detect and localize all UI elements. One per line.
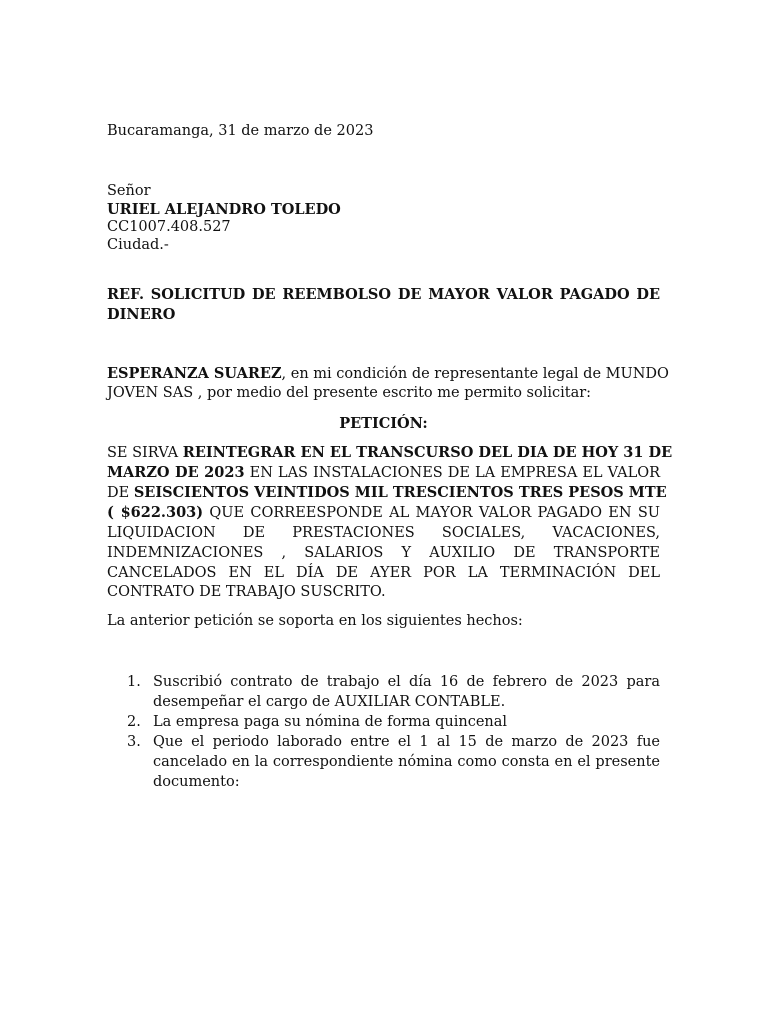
recipient-city: Ciudad.-	[107, 237, 169, 253]
petition-line-6: INDEMNIZACIONES , SALARIOS Y AUXILIO DE TRANSPORTE	[107, 545, 660, 561]
petition-line-7: CANCELADOS EN EL DÍA DE AYER POR LA TERMINACIÓN DEL	[107, 565, 660, 581]
petition-text: EN LAS INSTALACIONES DE LA EMPRESA EL VALOR	[249, 465, 661, 481]
petition-line-8: CONTRATO DE TRABAJO SUSCRITO.	[107, 584, 386, 600]
salutation: Señor	[107, 183, 151, 199]
ref-line-1: REF. SOLICITUD DE REEMBOLSO DE MAYOR VALOR PAGADO DE	[107, 286, 660, 303]
recipient-name: URIEL ALEJANDRO TOLEDO	[107, 201, 341, 218]
list-item	[127, 712, 660, 732]
petition-line-5: LIQUIDACION DE PRESTACIONES SOCIALES, VACACIONES,	[107, 525, 660, 541]
petition-line-4	[107, 503, 660, 523]
ref-line-2: DINERO	[107, 306, 176, 323]
petition-bold: MARZO DE 2023	[107, 464, 245, 481]
list-text: La empresa paga su nómina de forma quincenal	[153, 714, 508, 730]
facts-intro: La anterior petición se soporta en los siguientes hechos:	[107, 613, 523, 629]
petition-line-3	[107, 483, 667, 503]
list-number: 1.	[127, 674, 141, 690]
petition-text: DE	[107, 485, 130, 501]
list-number: 2.	[127, 714, 141, 730]
intro-text: , en mi condición de representante legal de MUNDO	[281, 366, 669, 382]
intro-line-2: JOVEN SAS , por medio del presente escrito me permito solicitar:	[107, 385, 592, 401]
petition-line-1	[107, 443, 673, 463]
petition-text: QUE CORREESPONDE AL MAYOR VALOR PAGADO EN SU	[209, 505, 660, 521]
list-text: Que el periodo laborado entre el 1 al 15 de marzo de 2023 fue cancelado en la correspondiente nómina como consta en el presente documento:	[153, 734, 660, 790]
list-item	[127, 672, 660, 712]
list-item	[127, 732, 660, 792]
petition-text: SE SIRVA	[107, 445, 179, 461]
place-date: Bucaramanga, 31 de marzo de 2023	[107, 123, 374, 139]
petition-bold: SEISCIENTOS VEINTIDOS MIL TRESCIENTOS TRES PESOS MTE	[133, 484, 667, 501]
facts-list	[127, 672, 660, 792]
petition-bold: REINTEGRAR EN EL TRANSCURSO DEL DIA DE HOY 31 DE	[182, 444, 673, 461]
intro-name: ESPERANZA SUAREZ	[107, 365, 282, 382]
list-text: Suscribió contrato de trabajo el día 16 de febrero de 2023 para desempeñar el cargo de AUXILIAR CONTABLE.	[153, 674, 660, 710]
list-number: 3.	[127, 734, 141, 750]
petition-line-2	[107, 463, 660, 483]
recipient-id: CC1007.408.527	[107, 219, 231, 235]
intro-line-1	[107, 364, 669, 384]
petition-heading: PETICIÓN:	[339, 415, 428, 432]
petition-amount: ( $622.303)	[107, 504, 204, 521]
